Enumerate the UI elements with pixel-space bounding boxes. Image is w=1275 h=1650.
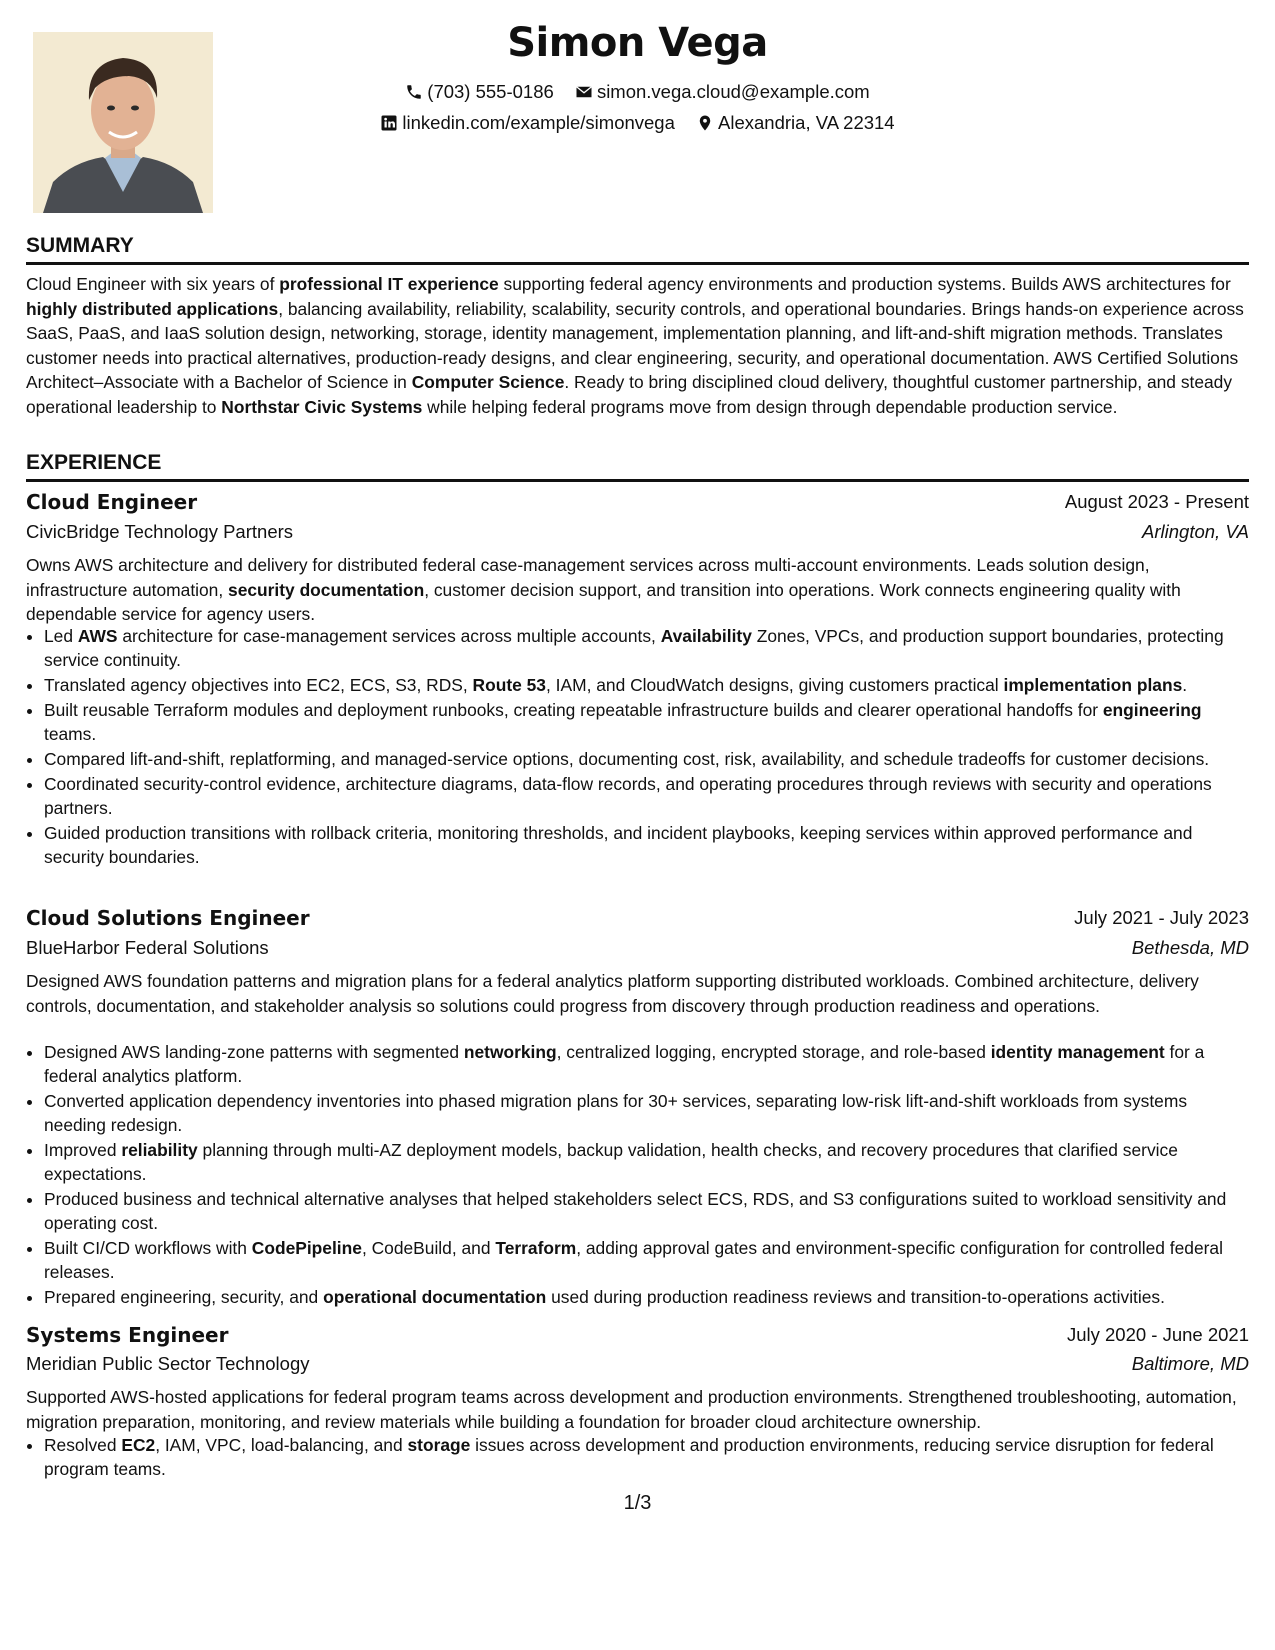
linkedin-icon	[380, 114, 398, 132]
bullet-item: • Prepared engineering, security, and operational documentation used during production readiness reviews and transition-to-operations activities.	[44, 1285, 1249, 1309]
candidate-name: Simon Vega	[507, 20, 768, 66]
linkedin-contact[interactable]	[380, 112, 675, 134]
job-company: BlueHarbor Federal Solutions	[26, 937, 269, 958]
bullet-item: • Translated agency objectives into EC2, ECS, S3, RDS, Route 53, IAM, and CloudWatch designs, giving customers practical implementation plans.	[44, 673, 1249, 697]
contact-line-1	[0, 81, 1275, 106]
bullet-item: • Compared lift-and-shift, replatforming, and managed-service options, documenting cost, risk, availability, and schedule tradeoffs for customer decisions.	[44, 747, 1249, 771]
bullet-item: • Built reusable Terraform modules and deployment runbooks, creating repeatable infrastructure builds and clearer operational handoffs for engineering teams.	[44, 698, 1249, 746]
contact-line-2	[0, 112, 1275, 137]
job-title: Cloud Solutions Engineer	[26, 906, 310, 930]
phone-contact	[405, 81, 554, 103]
summary-heading: SUMMARY	[26, 234, 1249, 265]
location-contact	[696, 112, 895, 134]
envelope-icon	[575, 83, 593, 101]
experience-heading: EXPERIENCE	[26, 451, 1249, 482]
phone-icon	[405, 83, 423, 101]
page-number: 1/3	[623, 1492, 652, 1514]
bullet-item: • Converted application dependency inventories into phased migration plans for 30+ services, separating low-risk lift-and-shift workloads from systems needing redesign.	[44, 1089, 1249, 1137]
job-location: Bethesda, MD	[1131, 937, 1249, 958]
job-title: Cloud Engineer	[26, 490, 198, 514]
bullet-item: • Designed AWS landing-zone patterns with segmented networking, centralized logging, encrypted storage, and role-based identity management for a federal analytics platform.	[44, 1040, 1249, 1088]
job-bullets	[26, 624, 1249, 870]
bullet-item: • Built CI/CD workflows with CodePipeline, CodeBuild, and Terraform, adding approval gates and environment-specific configuration for controlled federal releases.	[44, 1236, 1249, 1284]
phone-text: (703) 555-0186	[427, 81, 554, 102]
bullet-item: • Improved reliability planning through multi-AZ deployment models, backup validation, health checks, and recovery procedures that clarified service expectations.	[44, 1138, 1249, 1186]
job-bullets	[26, 1040, 1249, 1310]
bullet-item: • Led AWS architecture for case-management services across multiple accounts, Availability Zones, VPCs, and production support boundaries, protecting service continuity.	[44, 624, 1249, 672]
job-location: Baltimore, MD	[1131, 1353, 1249, 1374]
job-dates: July 2021 - July 2023	[1074, 907, 1249, 928]
job-company: CivicBridge Technology Partners	[26, 521, 294, 542]
job-summary: Owns AWS architecture and delivery for distributed federal case-management services across multi-account environments. Leads solution design, infrastructure automation, security documentation, customer decision support, and transition into operations. Work connects engineering quality with dependable service for agency users.	[26, 555, 1181, 624]
job-dates: July 2020 - June 2021	[1066, 1324, 1249, 1345]
email-contact[interactable]	[575, 81, 870, 103]
bullet-item: • Guided production transitions with rollback criteria, monitoring thresholds, and incident playbooks, keeping services within approved performance and security boundaries.	[44, 821, 1249, 869]
summary-text: Cloud Engineer with six years of professional IT experience supporting federal agency environments and production systems. Builds AWS architectures for highly distributed applications, balancing availability, reliability, scalability, security controls, and operational boundaries. Brings hands-on experience across SaaS, PaaS, and IaaS solution design, networking, storage, identity management, implementation planning, and lift-and-shift migration methods. Translates customer needs into practical alternatives, production-ready designs, and clear engineering, security, and operational documentation. AWS Certified Solutions Architect–Associate with a Bachelor of Science in Computer Science. Ready to bring disciplined cloud delivery, thoughtful customer partnership, and steady operational leadership to Northstar Civic Systems while helping federal programs move from design through dependable production service.	[26, 274, 1244, 417]
job-summary: Designed AWS foundation patterns and migration plans for a federal analytics platform supporting distributed workloads. Combined architecture, delivery controls, documentation, and stakeholder analysis so solutions could progress from discovery through production readiness and operations.	[26, 971, 1199, 1016]
job-title: Systems Engineer	[26, 1323, 229, 1347]
bullet-item: • Produced business and technical alternative analyses that helped stakeholders select ECS, RDS, and S3 configurations suited to workload sensitivity and operating cost.	[44, 1187, 1249, 1235]
linkedin-text[interactable]: linkedin.com/example/simonvega	[402, 112, 675, 133]
job-location: Arlington, VA	[1142, 521, 1249, 542]
bullet-item: • Resolved EC2, IAM, VPC, load-balancing, and storage issues across development and production environments, reducing service disruption for federal program teams.	[44, 1433, 1249, 1481]
map-pin-icon	[696, 114, 714, 132]
email-text[interactable]: simon.vega.cloud@example.com	[596, 81, 870, 102]
job-bullets	[26, 1433, 1249, 1482]
bullet-item: • Coordinated security-control evidence, architecture diagrams, data-flow records, and operating procedures through reviews with security and operations partners.	[44, 772, 1249, 820]
job-company: Meridian Public Sector Technology	[26, 1353, 310, 1374]
job-dates: August 2023 - Present	[1064, 491, 1249, 512]
location-text: Alexandria, VA 22314	[718, 112, 895, 133]
job-summary: Supported AWS-hosted applications for federal program teams across development and production environments. Strengthened troubleshooting, automation, migration preparation, monitoring, and review materials while building a foundation for broader cloud architecture ownership.	[26, 1387, 1237, 1432]
